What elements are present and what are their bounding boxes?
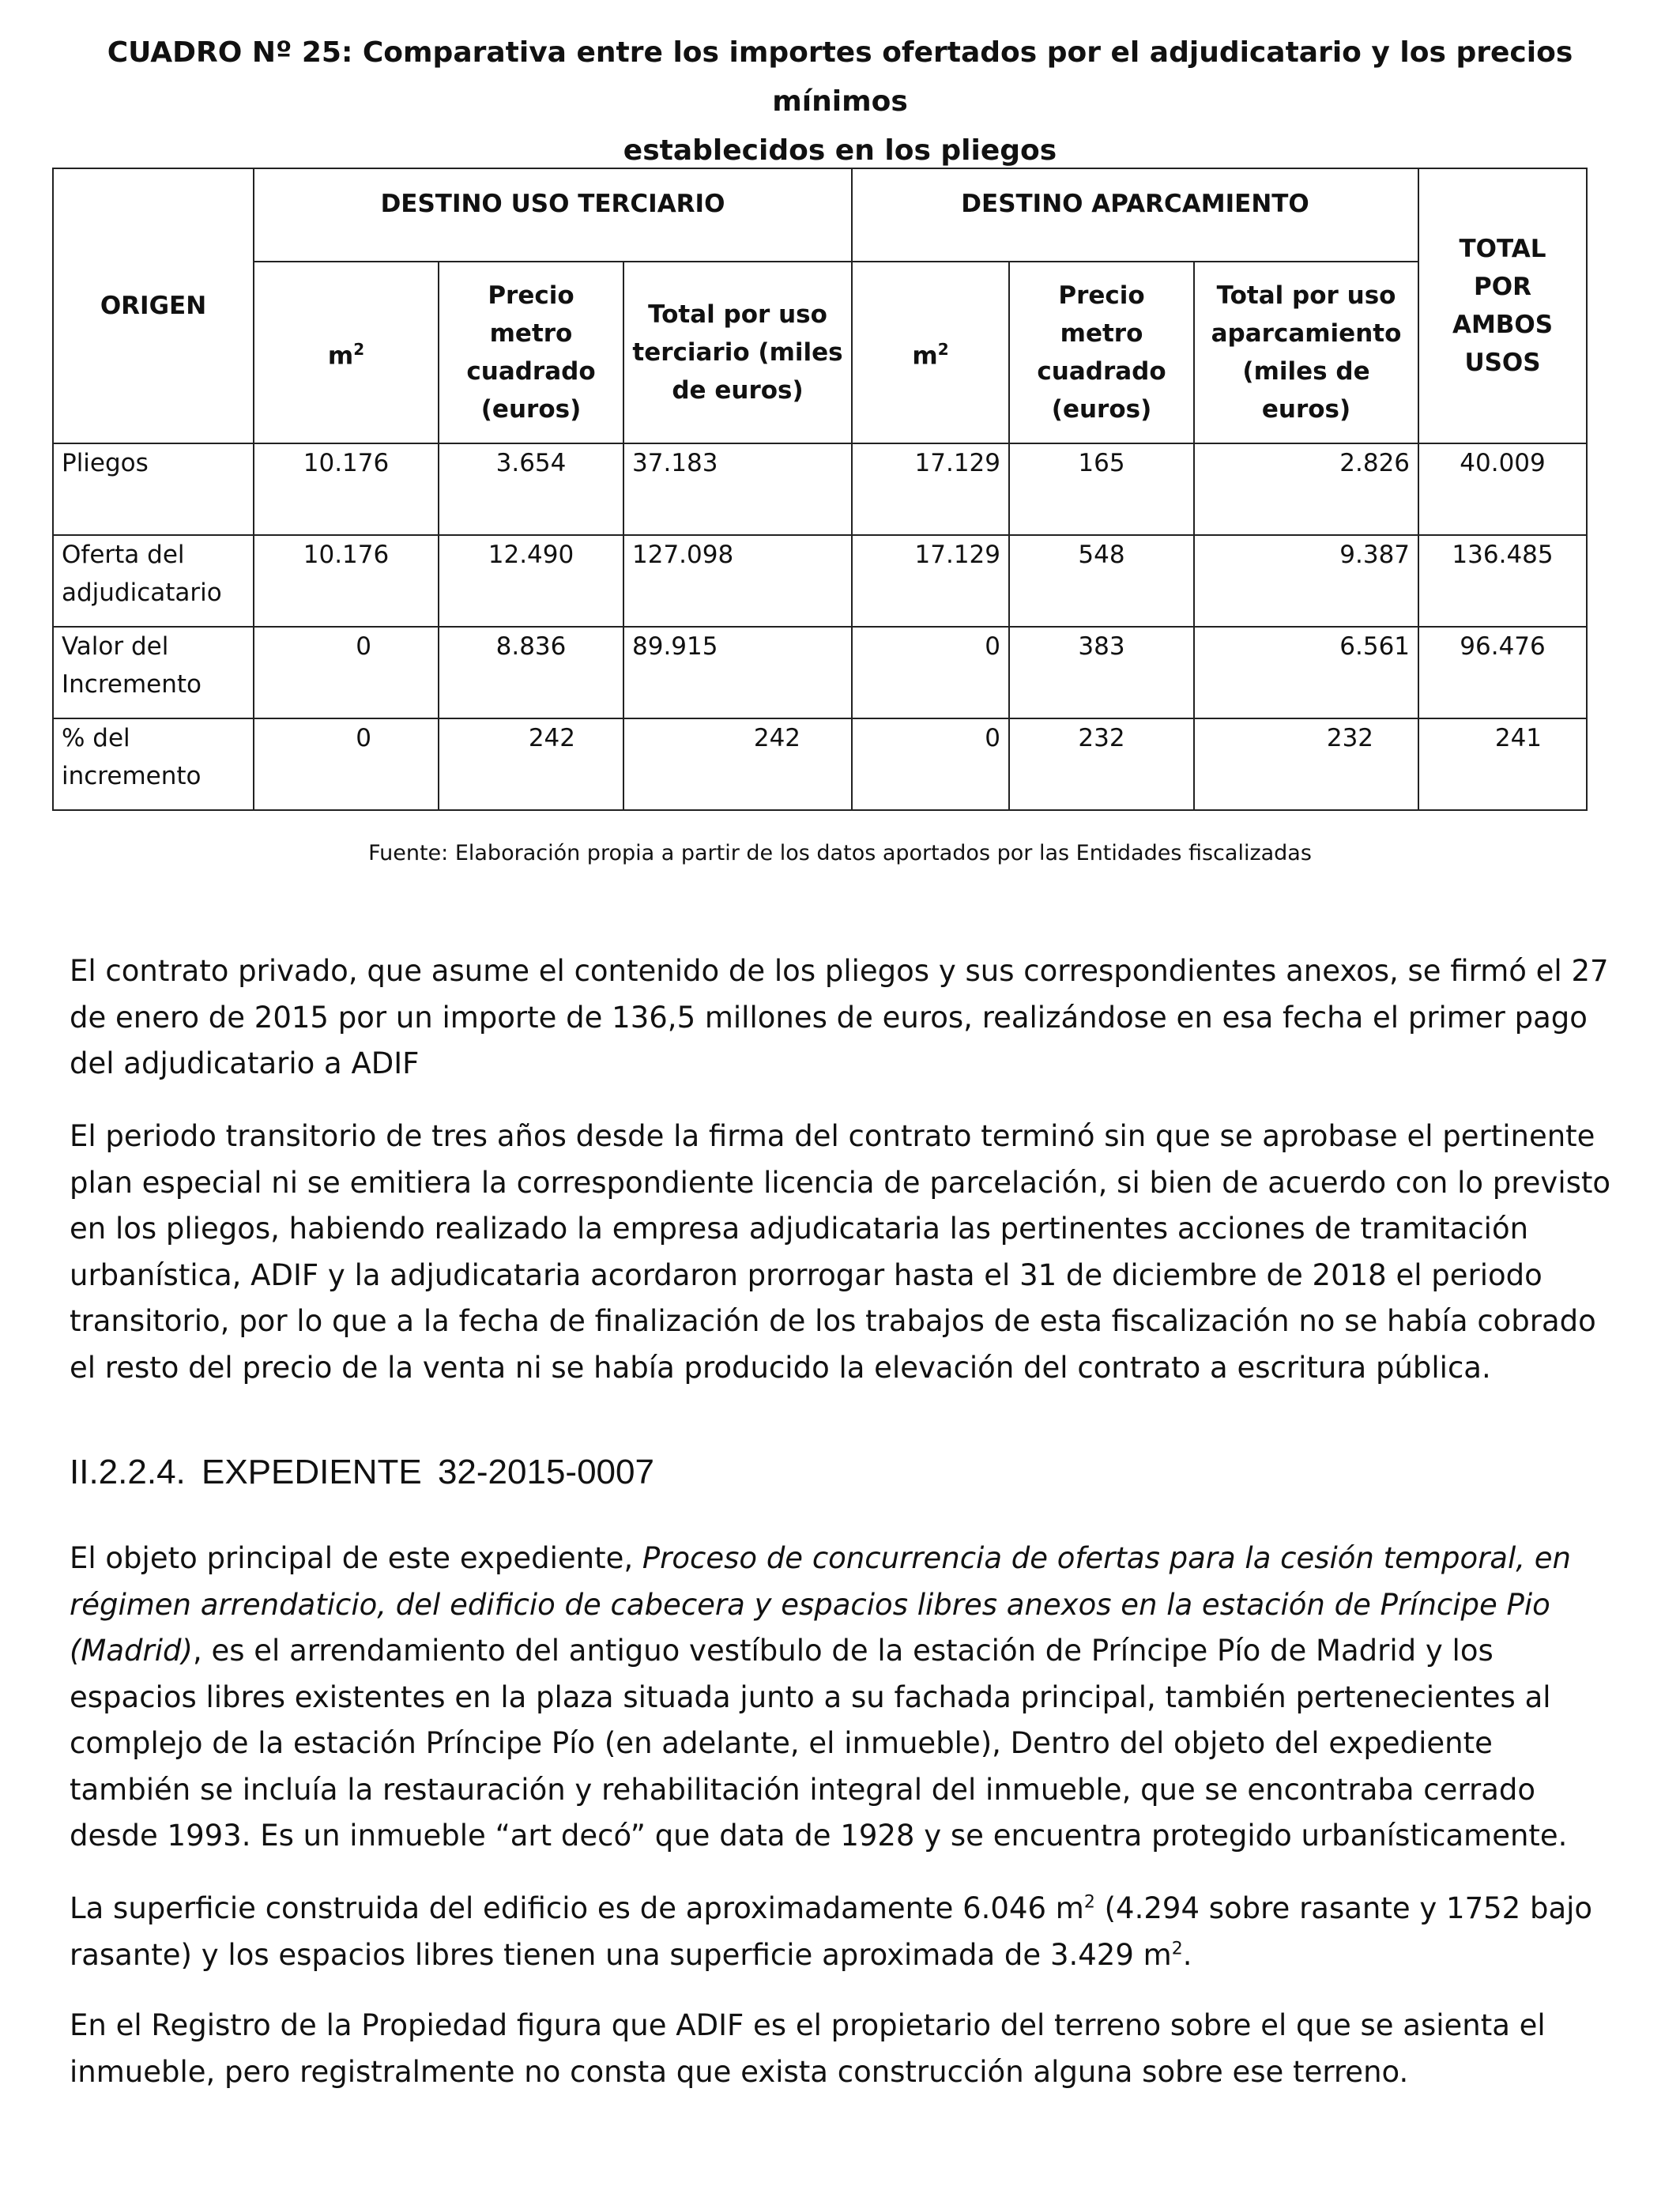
table-source: Fuente: Elaboración propia a partir de los datos aportados por las Entidades fiscalizadas [368, 841, 1312, 865]
cell-aparcamiento-total: 9.387 [1194, 535, 1418, 627]
paragraph-object-rest: , es el arrendamiento del antiguo vestíbulo de la estación de Príncipe Pío de Madrid y los espacios libres existentes en la plaza situada junto a su fachada principal, también pertenecientes al complejo de la estación Príncipe Pío (en adelante, el inmueble), Dentro del objeto del expediente también se incluía la restauración y rehabilitación integral del inmueble, que se encontraba cerrado desde 1993. Es un inmueble “art decó” que data de 1928 y se encuentra protegido urbanísticamente. [70, 1634, 1568, 1853]
cell-aparcamiento-m2: 17.129 [852, 535, 1009, 627]
table-row [53, 443, 1587, 535]
cell-aparcamiento-precio: 165 [1009, 443, 1194, 535]
table-row [53, 535, 1587, 627]
cell-terciario-precio: 8.836 [439, 627, 623, 718]
header-terciario-total: Total por uso terciario (miles de euros) [623, 262, 852, 443]
paragraph-surface-part1: La superficie construida del edificio es de aproximadamente 6.046 m [70, 1891, 1084, 1925]
cell-terciario-m2: 10.176 [254, 443, 439, 535]
header-aparcamiento-total: Total por uso aparcamiento (miles de euros) [1194, 262, 1418, 443]
header-terciario-precio: Precio metro cuadrado (euros) [439, 262, 623, 443]
cell-terciario-total: 242 [623, 718, 852, 810]
cell-terciario-precio: 242 [439, 718, 623, 810]
paragraph-object-title: Proceso de concurrencia de ofertas para la cesión temporal, en régimen arrendaticio, del edificio de cabecera y espacios libres anexos en la estación de Príncipe Pio (Madrid) [70, 1541, 1571, 1668]
cell-aparcamiento-precio: 232 [1009, 718, 1194, 810]
cell-aparcamiento-m2: 17.129 [852, 443, 1009, 535]
cell-total: 136.485 [1418, 535, 1587, 627]
paragraph-surface [70, 1886, 1618, 1978]
cell-terciario-m2: 0 [254, 627, 439, 718]
paragraph-transitory-period: El periodo transitorio de tres años desde la firma del contrato terminó sin que se aprobase el pertinente plan especial ni se emitiera la correspondiente licencia de parcelación, si bien de acuerdo con lo previsto en los pliegos, habiendo realizado la empresa adjudicataria las pertinentes acciones de tramitación urbanística, ADIF y la adjudicataria acordaron prorrogar hasta el 31 de diciembre de 2018 el periodo transitorio, por lo que a la fecha de finalización de los trabajos de esta fiscalización no se había cobrado el resto del precio de la venta ni se había producido la elevación del contrato a escritura pública. [70, 1119, 1611, 1385]
cell-aparcamiento-precio: 548 [1009, 535, 1194, 627]
cell-terciario-total: 37.183 [623, 443, 852, 535]
header-total: TOTAL POR AMBOS USOS [1418, 168, 1587, 443]
caption-line-1: CUADRO Nº 25: Comparativa entre los importes ofertados por el adjudicatario y los precios mínimos [107, 36, 1573, 118]
paragraph-object [70, 1536, 1618, 1860]
cell-aparcamiento-total: 6.561 [1194, 627, 1418, 718]
paragraph-surface-part3: . [1182, 1937, 1192, 1972]
cell-aparcamiento-m2: 0 [852, 627, 1009, 718]
cell-terciario-precio: 12.490 [439, 535, 623, 627]
table-row [53, 718, 1587, 810]
cell-total: 96.476 [1418, 627, 1587, 718]
table-caption [79, 28, 1601, 175]
cell-total: 40.009 [1418, 443, 1587, 535]
paragraph-contract: El contrato privado, que asume el contenido de los pliegos y sus correspondientes anexos, se firmó el 27 de enero de 2015 por un importe de 136,5 millones de euros, realizándose en esa fecha el primer pago del adjudicatario a ADIF [70, 954, 1609, 1080]
cell-terciario-precio: 3.654 [439, 443, 623, 535]
header-origen: ORIGEN [53, 168, 254, 443]
cell-aparcamiento-total: 2.826 [1194, 443, 1418, 535]
paragraph-object-lead: El objeto principal de este expediente, [70, 1541, 642, 1575]
header-aparcamiento-m2: $m^2$ [852, 262, 1009, 443]
header-terciario-m2: $m^2$ [254, 262, 439, 443]
paragraph-registry: En el Registro de la Propiedad figura que ADIF es el propietario del terreno sobre el que se asienta el inmueble, pero registralmente no consta que exista construcción alguna sobre ese terreno. [70, 2008, 1546, 2089]
cell-total: 241 [1418, 718, 1587, 810]
section-heading: II.2.2.4. EXPEDIENTE 32-2015-0007 [70, 1453, 654, 1491]
cell-aparcamiento-total: 232 [1194, 718, 1418, 810]
header-destino-terciario: DESTINO USO TERCIARIO [254, 168, 852, 262]
superscript: 2 [1083, 1892, 1095, 1913]
header-destino-aparcamiento: DESTINO APARCAMIENTO [852, 168, 1418, 262]
cell-terciario-m2: 10.176 [254, 535, 439, 627]
cell-aparcamiento-m2: 0 [852, 718, 1009, 810]
row-label: % del incremento [53, 718, 254, 810]
cell-terciario-total: 89.915 [623, 627, 852, 718]
row-label: Oferta del adjudicatario [53, 535, 254, 627]
comparison-table [52, 168, 1588, 811]
paragraph-surface-part2: (4.294 sobre rasante y 1752 bajo rasante) y los espacios libres tienen una superficie aproximada de 3.429 m [70, 1891, 1593, 1972]
caption-line-2: establecidos en los pliegos [623, 134, 1057, 167]
superscript: 2 [1171, 1939, 1183, 1959]
cell-terciario-m2: 0 [254, 718, 439, 810]
row-label: Valor del Incremento [53, 627, 254, 718]
header-aparcamiento-precio: Precio metro cuadrado (euros) [1009, 262, 1194, 443]
cell-aparcamiento-precio: 383 [1009, 627, 1194, 718]
row-label: Pliegos [53, 443, 254, 535]
cell-terciario-total: 127.098 [623, 535, 852, 627]
table-row [53, 627, 1587, 718]
